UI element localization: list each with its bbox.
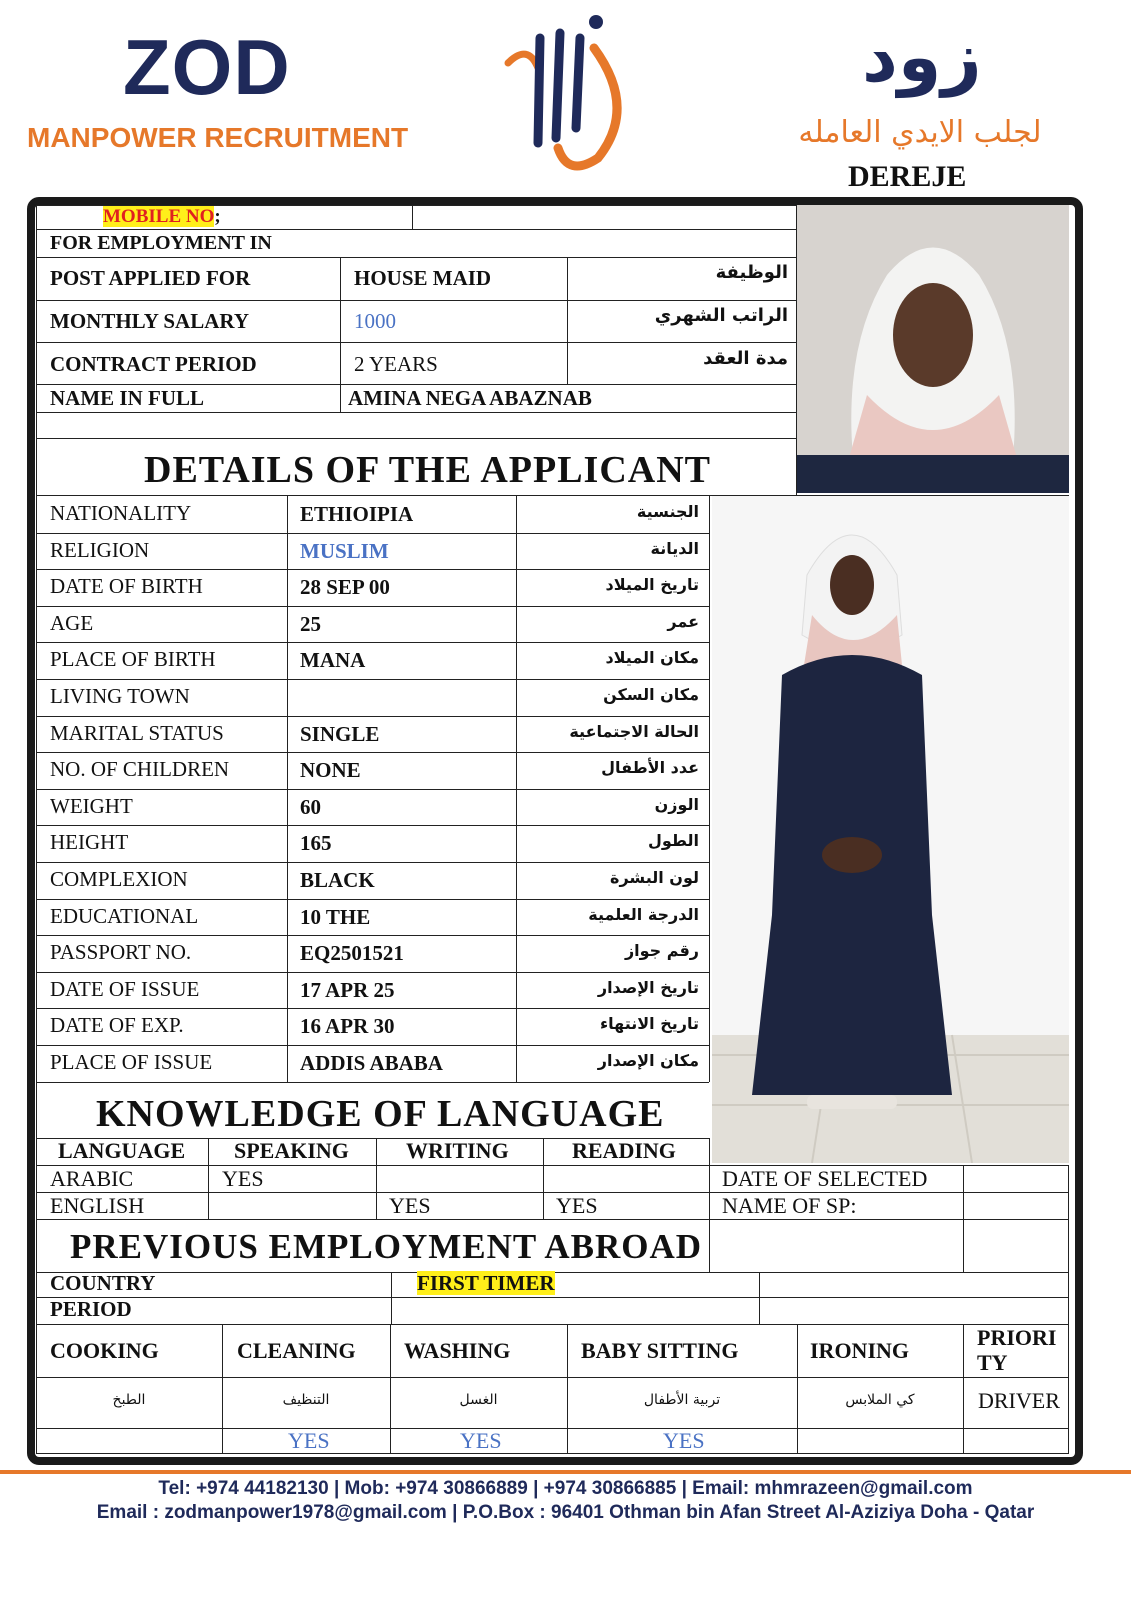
detail-value: 165 — [300, 831, 332, 855]
detail-value: NONE — [300, 758, 361, 782]
contract-value: 2 YEARS — [354, 352, 438, 376]
agent-name: DEREJE — [848, 160, 967, 193]
detail-label-ar: لون البشرة — [610, 868, 699, 887]
footer-contact-line1: Tel: +974 44182130 | Mob: +974 30866889 | +974 30866885 | Email: mhmrazeen@gmail.com — [158, 1478, 973, 1499]
detail-label-ar: الديانة — [650, 539, 699, 558]
detail-label-ar: تاريخ الإصدار — [597, 978, 699, 997]
skill-washing-value: YES — [460, 1428, 502, 1453]
country-value — [417, 1271, 555, 1296]
detail-label-ar: مكان السكن — [603, 685, 699, 704]
detail-label: NATIONALITY — [50, 501, 192, 525]
salary-label: MONTHLY SALARY — [50, 309, 249, 333]
skill-cleaning-value: YES — [288, 1428, 330, 1453]
mobile-label-text: MOBILE NO — [103, 206, 215, 227]
priority-value: DRIVER — [978, 1388, 1060, 1413]
applicant-full-photo — [712, 495, 1069, 1163]
detail-label: PLACE OF ISSUE — [50, 1050, 213, 1074]
detail-label-ar: الطول — [648, 831, 699, 850]
mobile-label — [103, 205, 221, 228]
skill-baby-sitting: BABY SITTING — [581, 1338, 739, 1363]
detail-label-ar: عدد الأطفال — [601, 758, 699, 777]
detail-value: 16 APR 30 — [300, 1014, 395, 1038]
skill-cooking: COOKING — [50, 1338, 159, 1363]
detail-label: PLACE OF BIRTH — [50, 647, 216, 671]
details-title: DETAILS OF THE APPLICANT — [144, 449, 712, 491]
first-timer-badge: FIRST TIMER — [417, 1271, 555, 1295]
company-subtitle-ar: لجلب الايدي العامله — [798, 115, 1042, 150]
detail-value: EQ2501521 — [300, 941, 404, 965]
logo-text-en: ZOD — [123, 23, 291, 111]
period-label: PERIOD — [50, 1297, 132, 1321]
date-selected-label: DATE OF SELECTED — [722, 1166, 928, 1191]
contract-label: CONTRACT PERIOD — [50, 352, 257, 376]
detail-label: RELIGION — [50, 538, 150, 562]
detail-value: ETHIOIPIA — [300, 502, 414, 526]
country-label: COUNTRY — [50, 1271, 156, 1295]
detail-label: HEIGHT — [50, 830, 129, 854]
detail-label-ar: الحالة الاجتماعية — [569, 722, 699, 741]
skill-washing-ar: الغسل — [459, 1392, 498, 1408]
contract-ar: مدة العقد — [703, 348, 788, 369]
skill-ironing-ar: كي الملابس — [845, 1392, 915, 1408]
detail-label: LIVING TOWN — [50, 684, 190, 708]
skill-cooking-ar: الطبخ — [112, 1392, 146, 1408]
skill-baby-sitting-value: YES — [663, 1428, 705, 1453]
skill-priority: PRIORI TY — [977, 1325, 1057, 1375]
post-applied-ar: الوظيفة — [715, 262, 788, 283]
lang-english: ENGLISH — [50, 1193, 145, 1218]
previous-title: PREVIOUS EMPLOYMENT ABROAD — [70, 1227, 703, 1266]
lang-header-speaking: SPEAKING — [234, 1138, 349, 1163]
lang-english-reading: YES — [556, 1193, 598, 1218]
post-applied-value: HOUSE MAID — [354, 266, 492, 290]
detail-label: DATE OF BIRTH — [50, 574, 203, 598]
lang-header-reading: READING — [572, 1138, 676, 1163]
applicant-portrait-photo — [797, 205, 1069, 493]
post-applied-label: POST APPLIED FOR — [50, 266, 251, 290]
detail-label-ar: الجنسية — [636, 502, 699, 521]
footer-contact-line2: Email : zodmanpower1978@gmail.com | P.O.Box : 96401 Othman bin Afan Street Al-Aziziya Doha - Qatar — [96, 1502, 1035, 1523]
detail-value: BLACK — [300, 868, 375, 892]
detail-label-ar: رقم جواز — [624, 941, 699, 960]
detail-value: 60 — [300, 795, 321, 819]
detail-label: COMPLEXION — [50, 867, 188, 891]
detail-label-ar: الدرجة العلمية — [588, 905, 699, 924]
detail-value: 10 THE — [300, 905, 371, 929]
detail-value: 25 — [300, 612, 321, 636]
mobile-label-suffix: ; — [214, 206, 221, 227]
lang-header-writing: WRITING — [406, 1138, 509, 1163]
detail-value: MUSLIM — [300, 539, 389, 563]
skill-cleaning: CLEANING — [237, 1338, 356, 1363]
detail-label: NO. OF CHILDREN — [50, 757, 230, 781]
detail-label-ar: مكان الإصدار — [597, 1051, 699, 1070]
detail-value: ADDIS ABABA — [300, 1051, 443, 1075]
detail-label-ar: تاريخ الانتهاء — [599, 1014, 699, 1033]
lang-header-language: LANGUAGE — [58, 1138, 186, 1163]
detail-label: EDUCATIONAL — [50, 904, 199, 928]
detail-label-ar: تاريخ الميلاد — [605, 575, 699, 594]
skill-baby-sitting-ar: تربية الأطفال — [643, 1392, 721, 1408]
detail-label: AGE — [50, 611, 94, 635]
logo-text-ar: زود — [862, 16, 982, 98]
detail-label: DATE OF ISSUE — [50, 977, 200, 1001]
detail-value: 28 SEP 00 — [300, 575, 390, 599]
detail-value: 17 APR 25 — [300, 978, 395, 1002]
lang-arabic: ARABIC — [50, 1166, 134, 1191]
company-subtitle-en: MANPOWER RECRUITMENT — [27, 122, 409, 153]
detail-label-ar: عمر — [667, 612, 699, 631]
name-sp-label: NAME OF SP: — [722, 1193, 857, 1218]
skill-cleaning-ar: التنظيف — [282, 1392, 330, 1408]
lang-english-writing: YES — [389, 1193, 431, 1218]
skill-washing: WASHING — [404, 1338, 511, 1363]
skill-ironing: IRONING — [810, 1338, 910, 1363]
detail-value: SINGLE — [300, 722, 380, 746]
footer-divider — [0, 1470, 1131, 1474]
salary-value: 1000 — [354, 309, 396, 333]
detail-label: WEIGHT — [50, 794, 133, 818]
language-title: KNOWLEDGE OF LANGUAGE — [96, 1093, 665, 1135]
detail-label: PASSPORT NO. — [50, 940, 192, 964]
detail-label-ar: مكان الميلاد — [605, 648, 699, 667]
salary-ar: الراتب الشهري — [654, 305, 788, 326]
detail-label: MARITAL STATUS — [50, 721, 224, 745]
detail-label-ar: الوزن — [654, 795, 699, 814]
lang-arabic-speaking: YES — [222, 1166, 264, 1191]
detail-label: DATE OF EXP. — [50, 1013, 184, 1037]
detail-value: MANA — [300, 648, 366, 672]
name-value: AMINA NEGA ABAZNAB — [348, 386, 592, 410]
zod-logo-icon — [498, 8, 638, 178]
name-label: NAME IN FULL — [50, 386, 205, 410]
employment-label: FOR EMPLOYMENT IN — [50, 232, 272, 254]
